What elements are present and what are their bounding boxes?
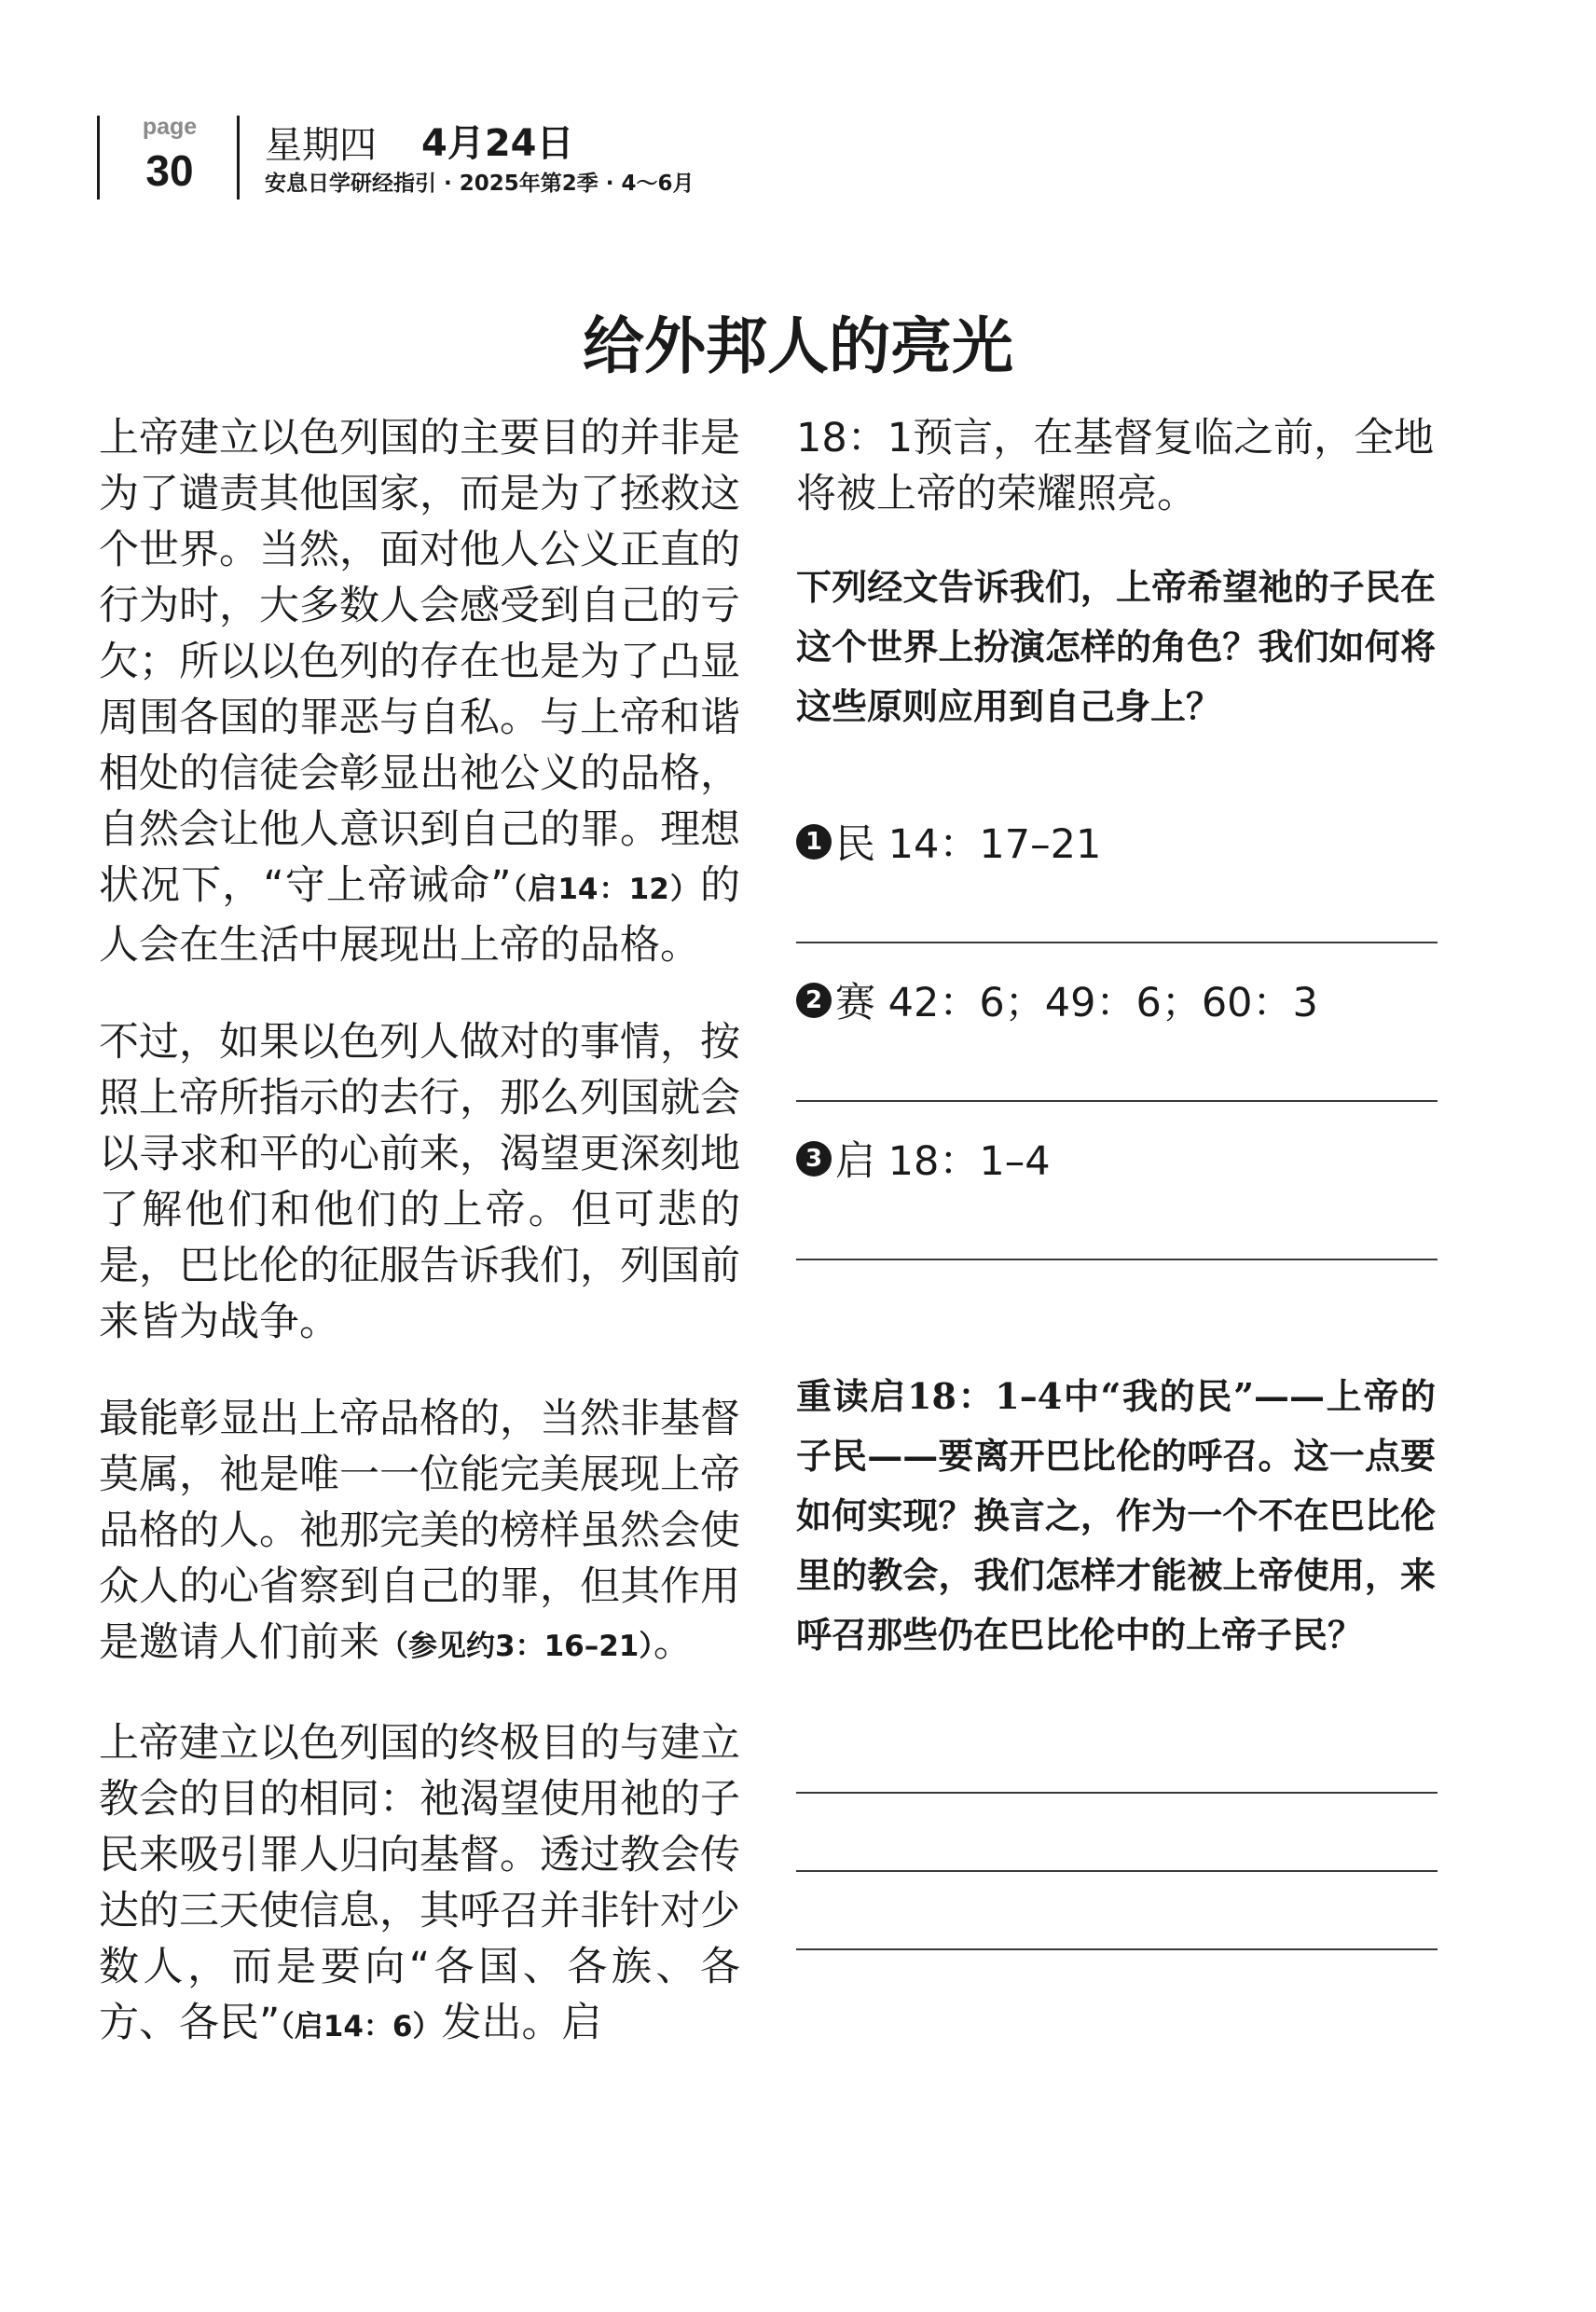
right-column [796,410,1436,522]
paragraph-1 [99,410,740,973]
left-column [99,410,740,2096]
lesson-title: 给外邦人的亮光 [583,310,1013,382]
answer-line[interactable] [796,1792,1438,1794]
answer-line[interactable] [796,942,1438,943]
weekday: 星期四 [265,124,377,167]
number-badge-icon: 2 [796,983,832,1018]
scripture-reference: （参见约3：16–21） [379,1630,654,1663]
scripture-item-2 [796,971,1436,1027]
paragraph-3 [99,1391,740,1674]
answer-line[interactable] [796,1100,1438,1102]
page-label: page [142,114,198,140]
paragraph-3-text-end: 。 [653,1619,694,1666]
paragraph-1-text-end: 的人会在生活中展现出上帝的品格。 [99,862,740,969]
answer-line[interactable] [796,1870,1438,1872]
paragraph-3-text: 最能彰显出上帝品格的，当然非基督莫属，祂是唯一一位能完美展现上帝品格的人。祂那完美的榜样虽然会使众人的心省察到自己的罪，但其作用是邀请人们前来 [99,1396,740,1666]
page-number: 30 [145,146,194,195]
header-divider-right [237,116,240,200]
scripture-item-1 [796,813,1436,869]
date: 4月24日 [421,122,574,165]
paragraph-4-text: 上帝建立以色列国的终极目的与建立教会的目的相同：祂渴望使用祂的子民来吸引罪人归向基督。透过教会传达的三天使信息，其呼召并非针对少数人，而是要向“各国、各族、各方、各民” [99,1720,740,2046]
paragraph-4 [99,1715,740,2055]
scripture-reference: （启14：12） [511,873,700,906]
scripture-reference: 赛 42：6；49：6；60：3 [835,980,1318,1026]
scripture-item-3 [796,1130,1436,1186]
scripture-reference: （启14：6） [280,2010,442,2044]
scripture-reference: 民 14：17–21 [835,821,1102,868]
number-badge-icon: 3 [796,1141,832,1177]
header-divider-left [97,116,100,200]
number-badge-icon: 1 [796,824,832,860]
study-question-1: 下列经文告诉我们，上帝希望祂的子民在这个世界上扮演怎样的角色？我们如何将这些原则应用到自己身上？ [796,566,1436,727]
publication-subtitle: 安息日学研经指引 · 2025年第2季 · 4～6月 [265,172,695,196]
continued-paragraph: 18：1预言，在基督复临之前，全地将被上帝的荣耀照亮。 [796,415,1435,517]
answer-line[interactable] [796,1259,1438,1260]
page-header [97,110,1495,203]
paragraph-2: 不过，如果以色列人做对的事情，按照上帝所指示的去行，那么列国就会以寻求和平的心前来，渴望更深刻地了解他们和他们的上帝。但可悲的是，巴比伦的征服告诉我们，列国前来皆为战争。 [99,1019,740,1345]
answer-line[interactable] [796,1948,1438,1950]
study-question-2: 重读启18：1–4中“我的民”——上帝的子民——要离开巴比伦的呼召。这一点要如何实现？换言之，作为一个不在巴比伦里的教会，我们怎样才能被上帝使用，来呼召那些仍在巴比伦中的上帝子民？ [796,1375,1436,1656]
scripture-reference: 启 18：1–4 [835,1138,1051,1185]
paragraph-1-text: 上帝建立以色列国的主要目的并非是为了谴责其他国家，而是为了拯救这个世界。当然，面对他人公义正直的行为时，大多数人会感受到自己的亏欠；所以以色列的存在也是为了凸显周围各国的罪恶与自私。与上帝和谐相处的信徒会彰显出祂公义的品格，自然会让他人意识到自己的罪。理想状况下，“守上帝诫命” [99,415,740,909]
paragraph-4-text-end: 发出。启 [441,2000,602,2046]
